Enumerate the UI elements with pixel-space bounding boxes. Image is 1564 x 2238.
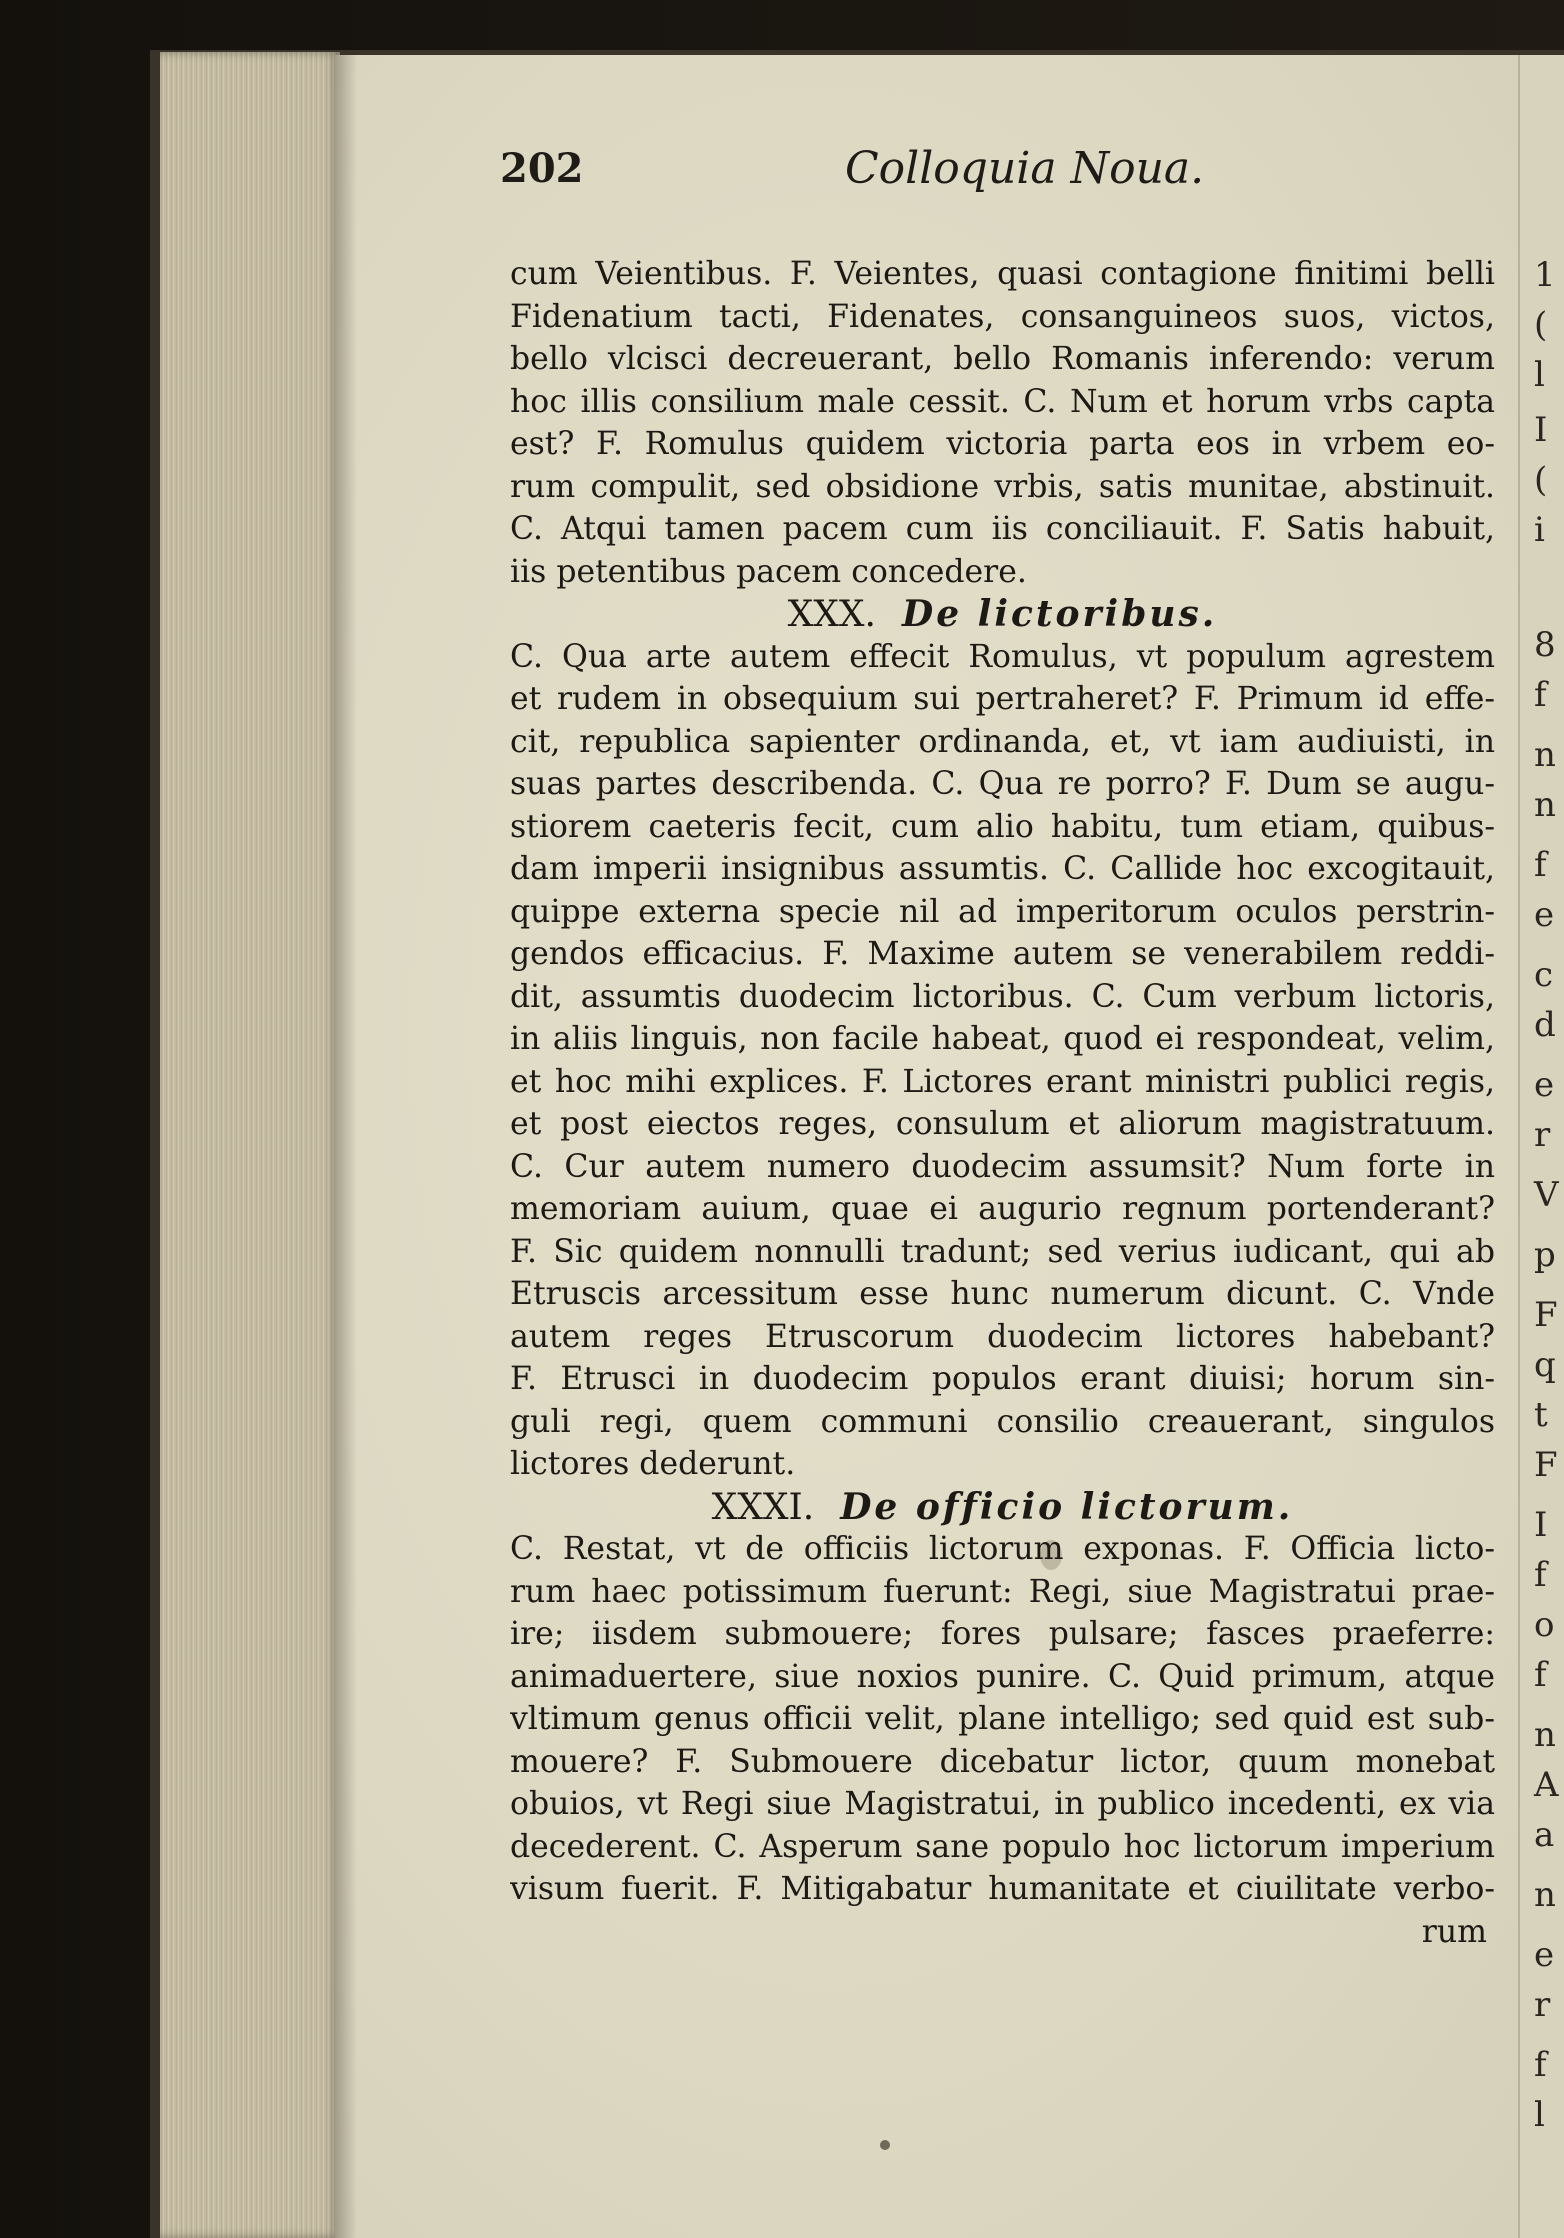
text-line: obuios, vt Regi siue Magistratui, in publico incedenti, ex via — [510, 1786, 1495, 1822]
ink-dot — [880, 2140, 890, 2150]
facing-page-fragment: e — [1534, 1935, 1555, 1975]
section-number: XXX. — [787, 594, 876, 635]
text-line: iis petentibus pacem concedere. — [510, 553, 1027, 590]
text-line: lictores dederunt. — [510, 1446, 796, 1482]
facing-page-fragment: f — [1534, 845, 1547, 885]
section-heading-31 — [510, 1486, 1495, 1529]
intro-paragraph — [510, 253, 1495, 593]
text-line: animaduertere, siue noxios punire. C. Quid primum, atque — [510, 1658, 1495, 1695]
facing-page-fragment: A — [1534, 1765, 1559, 1805]
text-line: rum compulit, sed obsidione vrbis, satis munitae, abstinuit. — [510, 468, 1495, 505]
text-line: C. Atqui tamen pacem cum iis conciliauit. F. Satis habuit, — [510, 511, 1495, 547]
facing-page-fragment: l — [1534, 355, 1545, 395]
text-line: memoriam auium, quae ei augurio regnum portenderant? — [510, 1191, 1495, 1227]
running-title: Colloquia Noua. — [845, 143, 1205, 194]
text-line: mouere? F. Submouere dicebatur lictor, quum monebat — [510, 1743, 1495, 1780]
page-gutter-shadow — [335, 55, 357, 2238]
facing-page-fragment: t — [1534, 1395, 1548, 1435]
facing-page-fragment: n — [1534, 785, 1556, 825]
facing-page-fragment: d — [1534, 1005, 1556, 1045]
text-line: F. Sic quidem nonnulli tradunt; sed verius iudicant, qui ab — [510, 1233, 1495, 1270]
text-line: guli regi, quem communi consilio creauerant, singulos — [510, 1403, 1495, 1440]
facing-page-fragment: e — [1534, 1065, 1555, 1105]
page-text — [510, 253, 1495, 1953]
facing-page-fragment: ( — [1534, 460, 1548, 500]
text-line: C. Qua arte autem effecit Romulus, vt populum agrestem — [510, 638, 1495, 675]
text-line: hoc illis consilium male cessit. C. Num et horum vrbs capta — [510, 383, 1495, 420]
text-line: bello vlcisci decreuerant, bello Romanis inferendo: verum — [510, 341, 1495, 377]
facing-page-fragment: ( — [1534, 305, 1548, 345]
facing-page-fragment: n — [1534, 1875, 1556, 1915]
text-line: rum haec potissimum fuerunt: Regi, siue Magistratui prae- — [510, 1573, 1495, 1610]
text-line: visum fuerit. F. Mitigabatur humanitate et ciuilitate verbo- — [510, 1871, 1495, 1907]
text-line: ire; iisdem submouere; fores pulsare; fasces praeferre: — [510, 1616, 1495, 1652]
section-title: De officio lictorum. — [840, 1485, 1294, 1528]
text-line: et hoc mihi explices. F. Lictores erant ministri publici regis, — [510, 1063, 1495, 1100]
page-number: 202 — [500, 145, 584, 192]
text-line: C. Cur autem numero duodecim assumsit? Num forte in — [510, 1148, 1495, 1185]
text-line: in aliis linguis, non facile habeat, quod ei respondeat, velim, — [510, 1021, 1495, 1057]
text-line: autem reges Etruscorum duodecim lictores habebant? — [510, 1318, 1495, 1355]
facing-page-fragment: n — [1534, 735, 1556, 775]
section-30-paragraph — [510, 636, 1495, 1486]
text-line: decederent. C. Asperum sane populo hoc lictorum imperium — [510, 1828, 1495, 1865]
facing-page-fragment: f — [1534, 1655, 1547, 1695]
facing-page-fragment: r — [1534, 1985, 1551, 2025]
facing-page-fragment: r — [1534, 1115, 1551, 1155]
section-31-paragraph — [510, 1528, 1495, 1911]
catchword: rum — [1421, 1913, 1487, 1950]
facing-page-fragment: F — [1534, 1445, 1558, 1485]
facing-page-fragment: I — [1534, 1505, 1548, 1545]
facing-page-fragment: f — [1534, 675, 1547, 715]
facing-page-fragment: q — [1534, 1345, 1556, 1385]
text-line: cum Veientibus. F. Veientes, quasi contagione finitimi belli — [510, 256, 1495, 292]
facing-page-fragment: o — [1534, 1605, 1555, 1645]
text-line: C. Restat, vt de officiis lictorum exponas. F. Officia licto- — [510, 1531, 1495, 1567]
facing-page-fragment: e — [1534, 895, 1555, 935]
facing-page-fragment: 8 — [1534, 625, 1556, 665]
facing-page-fragment: i — [1534, 510, 1545, 550]
text-line: suas partes describenda. C. Qua re porro? F. Dum se augu- — [510, 766, 1495, 802]
section-heading-30 — [510, 593, 1495, 636]
page-edges — [160, 52, 340, 2238]
text-line: dit, assumtis duodecim lictoribus. C. Cum verbum lictoris, — [510, 978, 1495, 1015]
facing-page-fragment: f — [1534, 2045, 1547, 2085]
section-number: XXXI. — [711, 1486, 815, 1528]
facing-page-fragment: a — [1534, 1815, 1555, 1855]
facing-page-fragment: n — [1534, 1715, 1556, 1755]
text-line: cit, republica sapienter ordinanda, et, vt iam audiuisti, in — [510, 723, 1495, 760]
facing-page-fragment: V — [1534, 1175, 1559, 1215]
facing-page-fragment: I — [1534, 410, 1548, 450]
text-line: est? F. Romulus quidem victoria parta eos in vrbem eo- — [510, 426, 1495, 462]
text-line: stiorem caeteris fecit, cum alio habitu, tum etiam, quibus- — [510, 808, 1495, 845]
text-line: dam imperii insignibus assumtis. C. Callide hoc excogitauit, — [510, 851, 1495, 887]
text-line: F. Etrusci in duodecim populos erant diuisi; horum sin- — [510, 1361, 1495, 1397]
text-line: et rudem in obsequium sui pertraheret? F. Primum id effe- — [510, 681, 1495, 717]
facing-page-fragment: F — [1534, 1295, 1558, 1335]
facing-page-edge — [1518, 55, 1564, 2238]
facing-page-fragment: p — [1534, 1235, 1556, 1275]
text-line: Etruscis arcessitum esse hunc numerum dicunt. C. Vnde — [510, 1276, 1495, 1312]
section-title: De lictoribus. — [901, 593, 1218, 635]
text-line: quippe externa specie nil ad imperitorum oculos perstrin- — [510, 893, 1495, 930]
facing-page-fragment: l — [1534, 2095, 1545, 2135]
facing-page-fragment: c — [1534, 955, 1554, 995]
facing-page-fragment: f — [1534, 1555, 1547, 1595]
text-line: vltimum genus officii velit, plane intelligo; sed quid est sub- — [510, 1701, 1495, 1737]
page-header — [500, 145, 1500, 205]
text-line: et post eiectos reges, consulum et aliorum magistratuum. — [510, 1106, 1495, 1142]
text-line: Fidenatium tacti, Fidenates, consanguineos suos, victos, — [510, 298, 1495, 335]
text-line: gendos efficacius. F. Maxime autem se venerabilem reddi- — [510, 936, 1495, 972]
facing-page-fragment: 1 — [1534, 255, 1556, 295]
